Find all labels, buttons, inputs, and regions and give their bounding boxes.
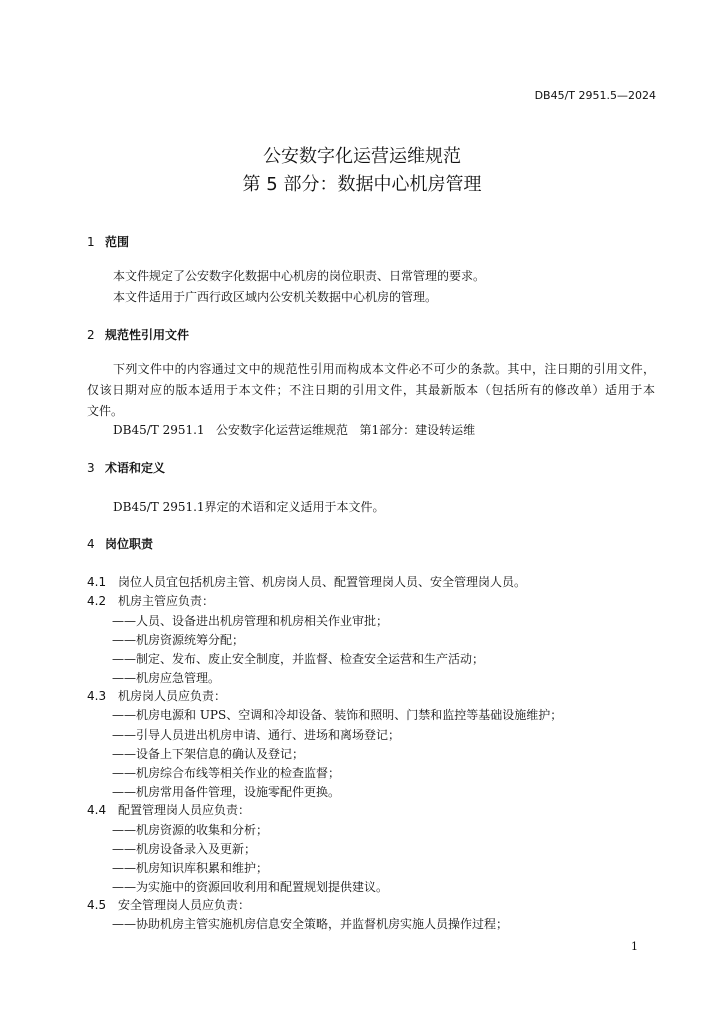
list-item: ——机房电源和 UPS、空调和冷却设备、装饰和照明、门禁和监控等基础设施维护； (112, 708, 563, 722)
section-heading-scope (87, 233, 129, 250)
clause-4-1 (87, 573, 526, 590)
standard-number: DB45/T 2951.5—2024 (534, 89, 656, 102)
list-item: ——机房应急管理。 (112, 671, 221, 685)
list-item: ——机房资源统筹分配； (112, 633, 245, 647)
paragraph: 本文件适用于广西行政区域内公安机关数据中心机房的管理。 (113, 290, 438, 304)
clause-4-2 (87, 592, 214, 609)
paragraph-line: 下列文件中的内容通过文中的规范性引用而构成本文件必不可少的条款。其中，注日期的引用文件， (113, 362, 655, 376)
page-number: 1 (631, 940, 638, 953)
list-item: ——机房设备录入及更新； (112, 842, 257, 856)
section-heading-duties (87, 535, 153, 552)
list-item: ——协助机房主管实施机房信息安全策略，并监督机房实施人员操作过程； (112, 917, 509, 931)
section-title: 范围 (105, 235, 130, 249)
clause-number: 4.1 (87, 575, 107, 589)
clause-text: 机房岗人员应负责： (118, 689, 227, 703)
clause-4-5 (87, 896, 250, 913)
list-item: ——制定、发布、废止安全制度，并监督、检查安全运营和生产活动； (112, 652, 485, 666)
list-item: ——机房常用备件管理，设施零配件更换。 (112, 785, 341, 799)
list-item: ——设备上下架信息的确认及登记； (112, 747, 305, 761)
clause-text: 机房主管应负责： (118, 594, 215, 608)
list-item: ——引导人员进出机房申请、通行、进场和离场登记； (112, 728, 401, 742)
paragraph: DB45/T 2951.1界定的术语和定义适用于本文件。 (113, 500, 385, 514)
paragraph-line: 文件。 (87, 404, 124, 418)
paragraph-line: 仅该日期对应的版本适用于本文件；不注日期的引用文件，其最新版本（包括所有的修改单）适用于本 (87, 383, 655, 397)
normative-reference: DB45/T 2951.1 公安数字化运营运维规范 第1部分：建设转运维 (113, 423, 476, 437)
section-heading-normative (87, 326, 189, 343)
clause-text: 配置管理岗人员应负责： (118, 803, 251, 817)
clause-4-3 (87, 687, 226, 704)
section-number: 1 (87, 235, 95, 249)
section-title: 规范性引用文件 (105, 328, 190, 342)
list-item: ——机房知识库积累和维护； (112, 861, 269, 875)
section-heading-terms (87, 459, 165, 476)
clause-text: 安全管理岗人员应负责： (118, 898, 251, 912)
section-number: 4 (87, 537, 95, 551)
list-item: ——机房综合布线等相关作业的检查监督； (112, 766, 341, 780)
document-title: 公安数字化运营运维规范 (263, 146, 461, 167)
paragraph: 本文件规定了公安数字化数据中心机房的岗位职责、日常管理的要求。 (113, 269, 486, 283)
section-title: 术语和定义 (105, 461, 166, 475)
list-item: ——人员、设备进出机房管理和机房相关作业审批； (112, 614, 389, 628)
clause-4-4 (87, 801, 250, 818)
list-item: ——机房资源的收集和分析； (112, 823, 269, 837)
section-number: 3 (87, 461, 95, 475)
clause-number: 4.2 (87, 594, 107, 608)
clause-text: 岗位人员宜包括机房主管、机房岗人员、配置管理岗人员、安全管理岗人员。 (118, 575, 527, 589)
list-item: ——为实施中的资源回收利用和配置规划提供建议。 (112, 880, 389, 894)
section-title: 岗位职责 (105, 537, 154, 551)
section-number: 2 (87, 328, 95, 342)
clause-number: 4.3 (87, 689, 107, 703)
clause-number: 4.5 (87, 898, 107, 912)
document-subtitle: 第 5 部分：数据中心机房管理 (242, 174, 482, 195)
clause-number: 4.4 (87, 803, 107, 817)
